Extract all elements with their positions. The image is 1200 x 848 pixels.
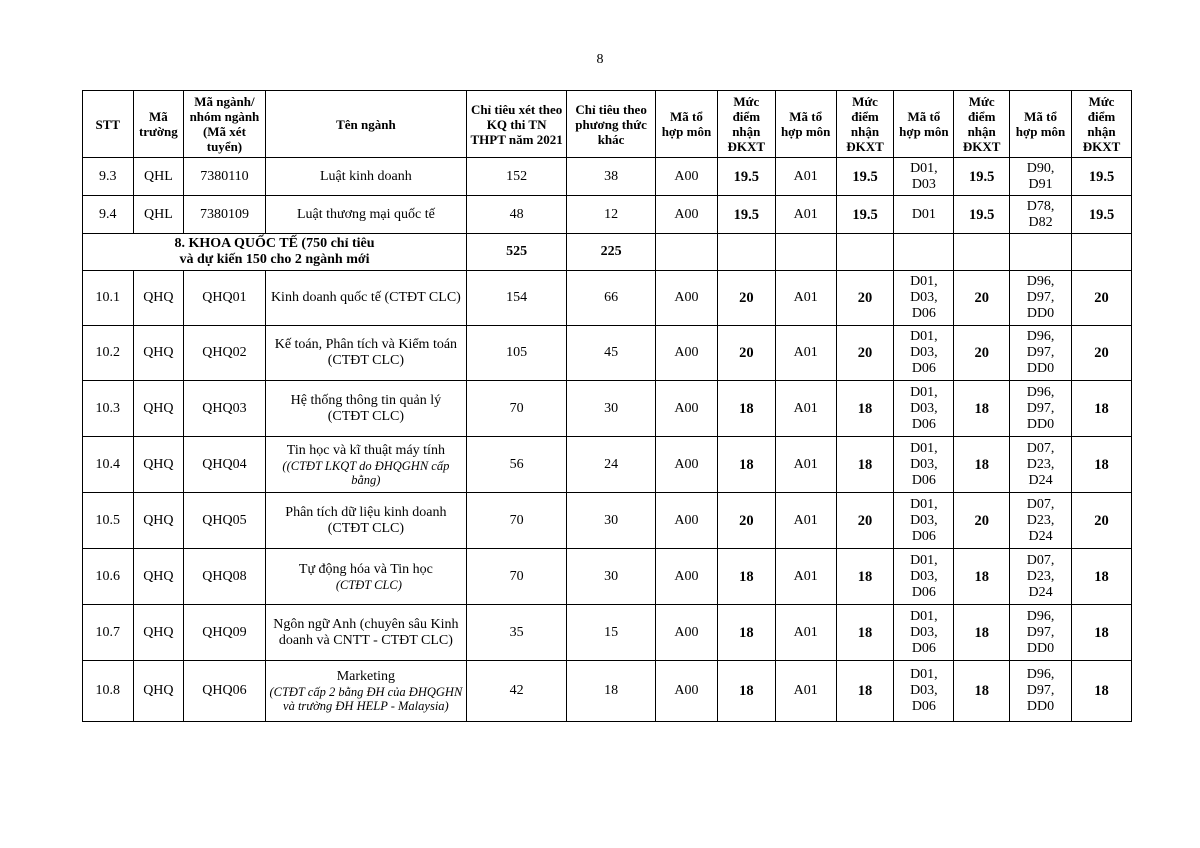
cell-ten bbox=[265, 381, 466, 437]
cell-ten bbox=[265, 605, 466, 661]
cell-combo-1: A00 bbox=[655, 381, 717, 437]
header-row bbox=[83, 91, 1132, 158]
cell-stt: 10.2 bbox=[83, 326, 134, 381]
program-name: Tự động hóa và Tin học bbox=[298, 561, 433, 577]
cell-combo-3: D01, D03, D06 bbox=[894, 326, 954, 381]
cell-stt: 10.1 bbox=[83, 271, 134, 326]
cell-truong: QHQ bbox=[133, 549, 184, 605]
cell-score-2: 18 bbox=[836, 381, 894, 437]
cell-thpt: 152 bbox=[467, 158, 567, 196]
cell-score-4: 19.5 bbox=[1072, 196, 1132, 234]
cell-truong: QHL bbox=[133, 158, 184, 196]
cell-thpt: 105 bbox=[467, 326, 567, 381]
cell-score-1: 18 bbox=[717, 605, 775, 661]
cell-score-4: 20 bbox=[1072, 493, 1132, 549]
header-chi-tieu-khac: Chỉ tiêu theo phương thức khác bbox=[567, 91, 656, 158]
cell-combo-3: D01 bbox=[894, 196, 954, 234]
header-ma-to-hop-3: Mã tổ hợp môn bbox=[894, 91, 954, 158]
cell-khac: 30 bbox=[567, 381, 656, 437]
section-thpt: 525 bbox=[467, 234, 567, 271]
header-diem-1: Mức điểm nhận ĐKXT bbox=[717, 91, 775, 158]
cell-combo-4: D07, D23, D24 bbox=[1010, 493, 1072, 549]
cell-score-4: 18 bbox=[1072, 381, 1132, 437]
cell-stt: 9.3 bbox=[83, 158, 134, 196]
header-ma-nganh: Mã ngành/ nhóm ngành (Mã xét tuyển) bbox=[184, 91, 266, 158]
table-row bbox=[83, 661, 1132, 722]
program-name: Kế toán, Phân tích và Kiểm toán (CTĐT CLC) bbox=[274, 337, 458, 368]
section-title-line-2: và dự kiến 150 cho 2 ngành mới bbox=[179, 252, 370, 267]
cell-combo-2: A01 bbox=[775, 549, 836, 605]
cell-score-4: 18 bbox=[1072, 605, 1132, 661]
cell-combo-3: D01, D03, D06 bbox=[894, 661, 954, 722]
cell-thpt: 70 bbox=[467, 381, 567, 437]
program-note: ((CTĐT LKQT do ĐHQGHN cấp bằng) bbox=[282, 458, 450, 487]
cell-khac: 30 bbox=[567, 493, 656, 549]
cell-stt: 10.3 bbox=[83, 381, 134, 437]
cell-combo-2: A01 bbox=[775, 605, 836, 661]
cell-combo-3: D01, D03, D06 bbox=[894, 493, 954, 549]
cell-score-2: 20 bbox=[836, 271, 894, 326]
cell-combo-2: A01 bbox=[775, 271, 836, 326]
cell-ten bbox=[265, 493, 466, 549]
cell-khac: 12 bbox=[567, 196, 656, 234]
cell-combo-2: A01 bbox=[775, 493, 836, 549]
cell-khac: 30 bbox=[567, 549, 656, 605]
cell-combo-1: A00 bbox=[655, 661, 717, 722]
cell-score-3: 20 bbox=[954, 271, 1010, 326]
cell-thpt: 56 bbox=[467, 437, 567, 493]
cell-combo-1: A00 bbox=[655, 437, 717, 493]
table-row bbox=[83, 605, 1132, 661]
cell-score-1: 18 bbox=[717, 661, 775, 722]
cell-ma: QHQ09 bbox=[184, 605, 266, 661]
cell-combo-4: D07, D23, D24 bbox=[1010, 437, 1072, 493]
cell-combo-4: D96, D97, DD0 bbox=[1010, 326, 1072, 381]
cell-ten bbox=[265, 196, 466, 234]
cell-combo-1: A00 bbox=[655, 158, 717, 196]
program-name: Kinh doanh quốc tế (CTĐT CLC) bbox=[270, 290, 461, 305]
cell-score-2: 18 bbox=[836, 549, 894, 605]
program-name: Tin học và kĩ thuật máy tính bbox=[286, 442, 445, 458]
program-name: Marketing bbox=[336, 669, 396, 684]
cell-score-2: 18 bbox=[836, 605, 894, 661]
cell-combo-3: D01, D03, D06 bbox=[894, 437, 954, 493]
cell-score-3: 18 bbox=[954, 661, 1010, 722]
program-name: Hệ thống thông tin quản lý (CTĐT CLC) bbox=[290, 392, 442, 424]
cell-ten bbox=[265, 661, 466, 722]
cell-combo-1: A00 bbox=[655, 196, 717, 234]
cell-score-3: 18 bbox=[954, 549, 1010, 605]
cell-truong: QHQ bbox=[133, 326, 184, 381]
cell-thpt: 154 bbox=[467, 271, 567, 326]
cell-combo-4: D96, D97, DD0 bbox=[1010, 271, 1072, 326]
cell-combo-4: D96, D97, DD0 bbox=[1010, 661, 1072, 722]
cell-ma: QHQ02 bbox=[184, 326, 266, 381]
cell-ma: QHQ06 bbox=[184, 661, 266, 722]
cell-score-4: 18 bbox=[1072, 549, 1132, 605]
cell-thpt: 70 bbox=[467, 549, 567, 605]
section-title-line-1: 8. KHOA QUỐC TẾ (750 chỉ tiêu bbox=[174, 236, 375, 251]
cell-score-1: 20 bbox=[717, 271, 775, 326]
cell-khac: 45 bbox=[567, 326, 656, 381]
cell-thpt: 42 bbox=[467, 661, 567, 722]
table-row bbox=[83, 196, 1132, 234]
cell-score-3: 19.5 bbox=[954, 158, 1010, 196]
cell-score-3: 18 bbox=[954, 437, 1010, 493]
cell-combo-3: D01, D03, D06 bbox=[894, 381, 954, 437]
cell-ten bbox=[265, 549, 466, 605]
cell-stt: 10.6 bbox=[83, 549, 134, 605]
cell-ten bbox=[265, 437, 466, 493]
cell-combo-3: D01, D03, D06 bbox=[894, 549, 954, 605]
cell-combo-2: A01 bbox=[775, 326, 836, 381]
cell-truong: QHQ bbox=[133, 493, 184, 549]
header-ma-to-hop-1: Mã tổ hợp môn bbox=[655, 91, 717, 158]
admission-table bbox=[82, 90, 1132, 722]
cell-ma: 7380110 bbox=[184, 158, 266, 196]
cell-combo-4: D96, D97, DD0 bbox=[1010, 605, 1072, 661]
cell-combo-3: D01, D03 bbox=[894, 158, 954, 196]
cell-stt: 10.4 bbox=[83, 437, 134, 493]
table-row bbox=[83, 326, 1132, 381]
cell-combo-1: A00 bbox=[655, 271, 717, 326]
program-name: Luật thương mại quốc tế bbox=[296, 206, 435, 222]
cell-combo-2: A01 bbox=[775, 196, 836, 234]
cell-khac: 24 bbox=[567, 437, 656, 493]
header-diem-2: Mức điểm nhận ĐKXT bbox=[836, 91, 894, 158]
cell-thpt: 35 bbox=[467, 605, 567, 661]
cell-score-4: 20 bbox=[1072, 271, 1132, 326]
cell-ma: QHQ04 bbox=[184, 437, 266, 493]
cell-khac: 15 bbox=[567, 605, 656, 661]
table-row bbox=[83, 437, 1132, 493]
cell-score-1: 18 bbox=[717, 437, 775, 493]
cell-score-1: 19.5 bbox=[717, 158, 775, 196]
cell-stt: 10.7 bbox=[83, 605, 134, 661]
header-ten-nganh: Tên ngành bbox=[265, 91, 466, 158]
cell-stt: 10.8 bbox=[83, 661, 134, 722]
table-row bbox=[83, 381, 1132, 437]
cell-score-4: 18 bbox=[1072, 661, 1132, 722]
section-khac: 225 bbox=[567, 234, 656, 271]
cell-score-1: 18 bbox=[717, 381, 775, 437]
cell-combo-4: D78, D82 bbox=[1010, 196, 1072, 234]
cell-combo-4: D07, D23, D24 bbox=[1010, 549, 1072, 605]
cell-score-2: 18 bbox=[836, 437, 894, 493]
cell-combo-2: A01 bbox=[775, 158, 836, 196]
cell-truong: QHQ bbox=[133, 271, 184, 326]
header-diem-3: Mức điểm nhận ĐKXT bbox=[954, 91, 1010, 158]
program-name: Ngôn ngữ Anh (chuyên sâu Kinh doanh và CNTT - CTĐT CLC) bbox=[273, 616, 459, 648]
cell-ten bbox=[265, 158, 466, 196]
cell-truong: QHQ bbox=[133, 381, 184, 437]
cell-stt: 10.5 bbox=[83, 493, 134, 549]
cell-score-2: 18 bbox=[836, 661, 894, 722]
cell-score-3: 19.5 bbox=[954, 196, 1010, 234]
cell-score-2: 20 bbox=[836, 493, 894, 549]
cell-ten bbox=[265, 326, 466, 381]
cell-combo-1: A00 bbox=[655, 326, 717, 381]
table-row bbox=[83, 271, 1132, 326]
cell-ma: QHQ03 bbox=[184, 381, 266, 437]
cell-ten bbox=[265, 271, 466, 326]
cell-stt: 9.4 bbox=[83, 196, 134, 234]
cell-combo-1: A00 bbox=[655, 493, 717, 549]
cell-combo-2: A01 bbox=[775, 437, 836, 493]
cell-score-3: 20 bbox=[954, 493, 1010, 549]
cell-score-4: 19.5 bbox=[1072, 158, 1132, 196]
cell-combo-4: D96, D97, DD0 bbox=[1010, 381, 1072, 437]
header-diem-4: Mức điểm nhận ĐKXT bbox=[1072, 91, 1132, 158]
cell-combo-1: A00 bbox=[655, 549, 717, 605]
table-row bbox=[83, 493, 1132, 549]
cell-score-1: 20 bbox=[717, 493, 775, 549]
cell-score-2: 19.5 bbox=[836, 196, 894, 234]
cell-score-2: 19.5 bbox=[836, 158, 894, 196]
program-note: (CTĐT CLC) bbox=[335, 577, 402, 592]
cell-truong: QHQ bbox=[133, 661, 184, 722]
section-title bbox=[83, 234, 467, 271]
cell-score-3: 20 bbox=[954, 326, 1010, 381]
cell-score-1: 18 bbox=[717, 549, 775, 605]
header-ma-to-hop-2: Mã tổ hợp môn bbox=[775, 91, 836, 158]
cell-combo-1: A00 bbox=[655, 605, 717, 661]
program-name: Phân tích dữ liệu kinh doanh (CTĐT CLC) bbox=[285, 504, 447, 536]
header-stt: STT bbox=[83, 91, 134, 158]
cell-score-4: 20 bbox=[1072, 326, 1132, 381]
cell-combo-3: D01, D03, D06 bbox=[894, 271, 954, 326]
cell-score-4: 18 bbox=[1072, 437, 1132, 493]
cell-khac: 66 bbox=[567, 271, 656, 326]
cell-ma: 7380109 bbox=[184, 196, 266, 234]
cell-combo-2: A01 bbox=[775, 661, 836, 722]
cell-combo-4: D90, D91 bbox=[1010, 158, 1072, 196]
program-name: Luật kinh doanh bbox=[320, 168, 412, 184]
cell-thpt: 48 bbox=[467, 196, 567, 234]
cell-score-3: 18 bbox=[954, 605, 1010, 661]
cell-truong: QHQ bbox=[133, 605, 184, 661]
cell-thpt: 70 bbox=[467, 493, 567, 549]
cell-score-1: 19.5 bbox=[717, 196, 775, 234]
cell-ma: QHQ05 bbox=[184, 493, 266, 549]
cell-khac: 18 bbox=[567, 661, 656, 722]
cell-combo-3: D01, D03, D06 bbox=[894, 605, 954, 661]
cell-score-1: 20 bbox=[717, 326, 775, 381]
header-ma-truong: Mã trường bbox=[133, 91, 184, 158]
cell-score-2: 20 bbox=[836, 326, 894, 381]
page-number: 8 bbox=[596, 52, 604, 67]
cell-khac: 38 bbox=[567, 158, 656, 196]
cell-ma: QHQ01 bbox=[184, 271, 266, 326]
header-chi-tieu-thpt: Chỉ tiêu xét theo KQ thi TN THPT năm 2021 bbox=[467, 91, 567, 158]
program-note: (CTĐT cấp 2 bằng ĐH của ĐHQGHN và trường ĐH HELP - Malaysia) bbox=[269, 685, 463, 713]
cell-truong: QHL bbox=[133, 196, 184, 234]
cell-ma: QHQ08 bbox=[184, 549, 266, 605]
table-row bbox=[83, 158, 1132, 196]
table-row bbox=[83, 549, 1132, 605]
cell-combo-2: A01 bbox=[775, 381, 836, 437]
cell-score-3: 18 bbox=[954, 381, 1010, 437]
cell-truong: QHQ bbox=[133, 437, 184, 493]
section-row bbox=[83, 234, 1132, 271]
header-ma-to-hop-4: Mã tổ hợp môn bbox=[1010, 91, 1072, 158]
